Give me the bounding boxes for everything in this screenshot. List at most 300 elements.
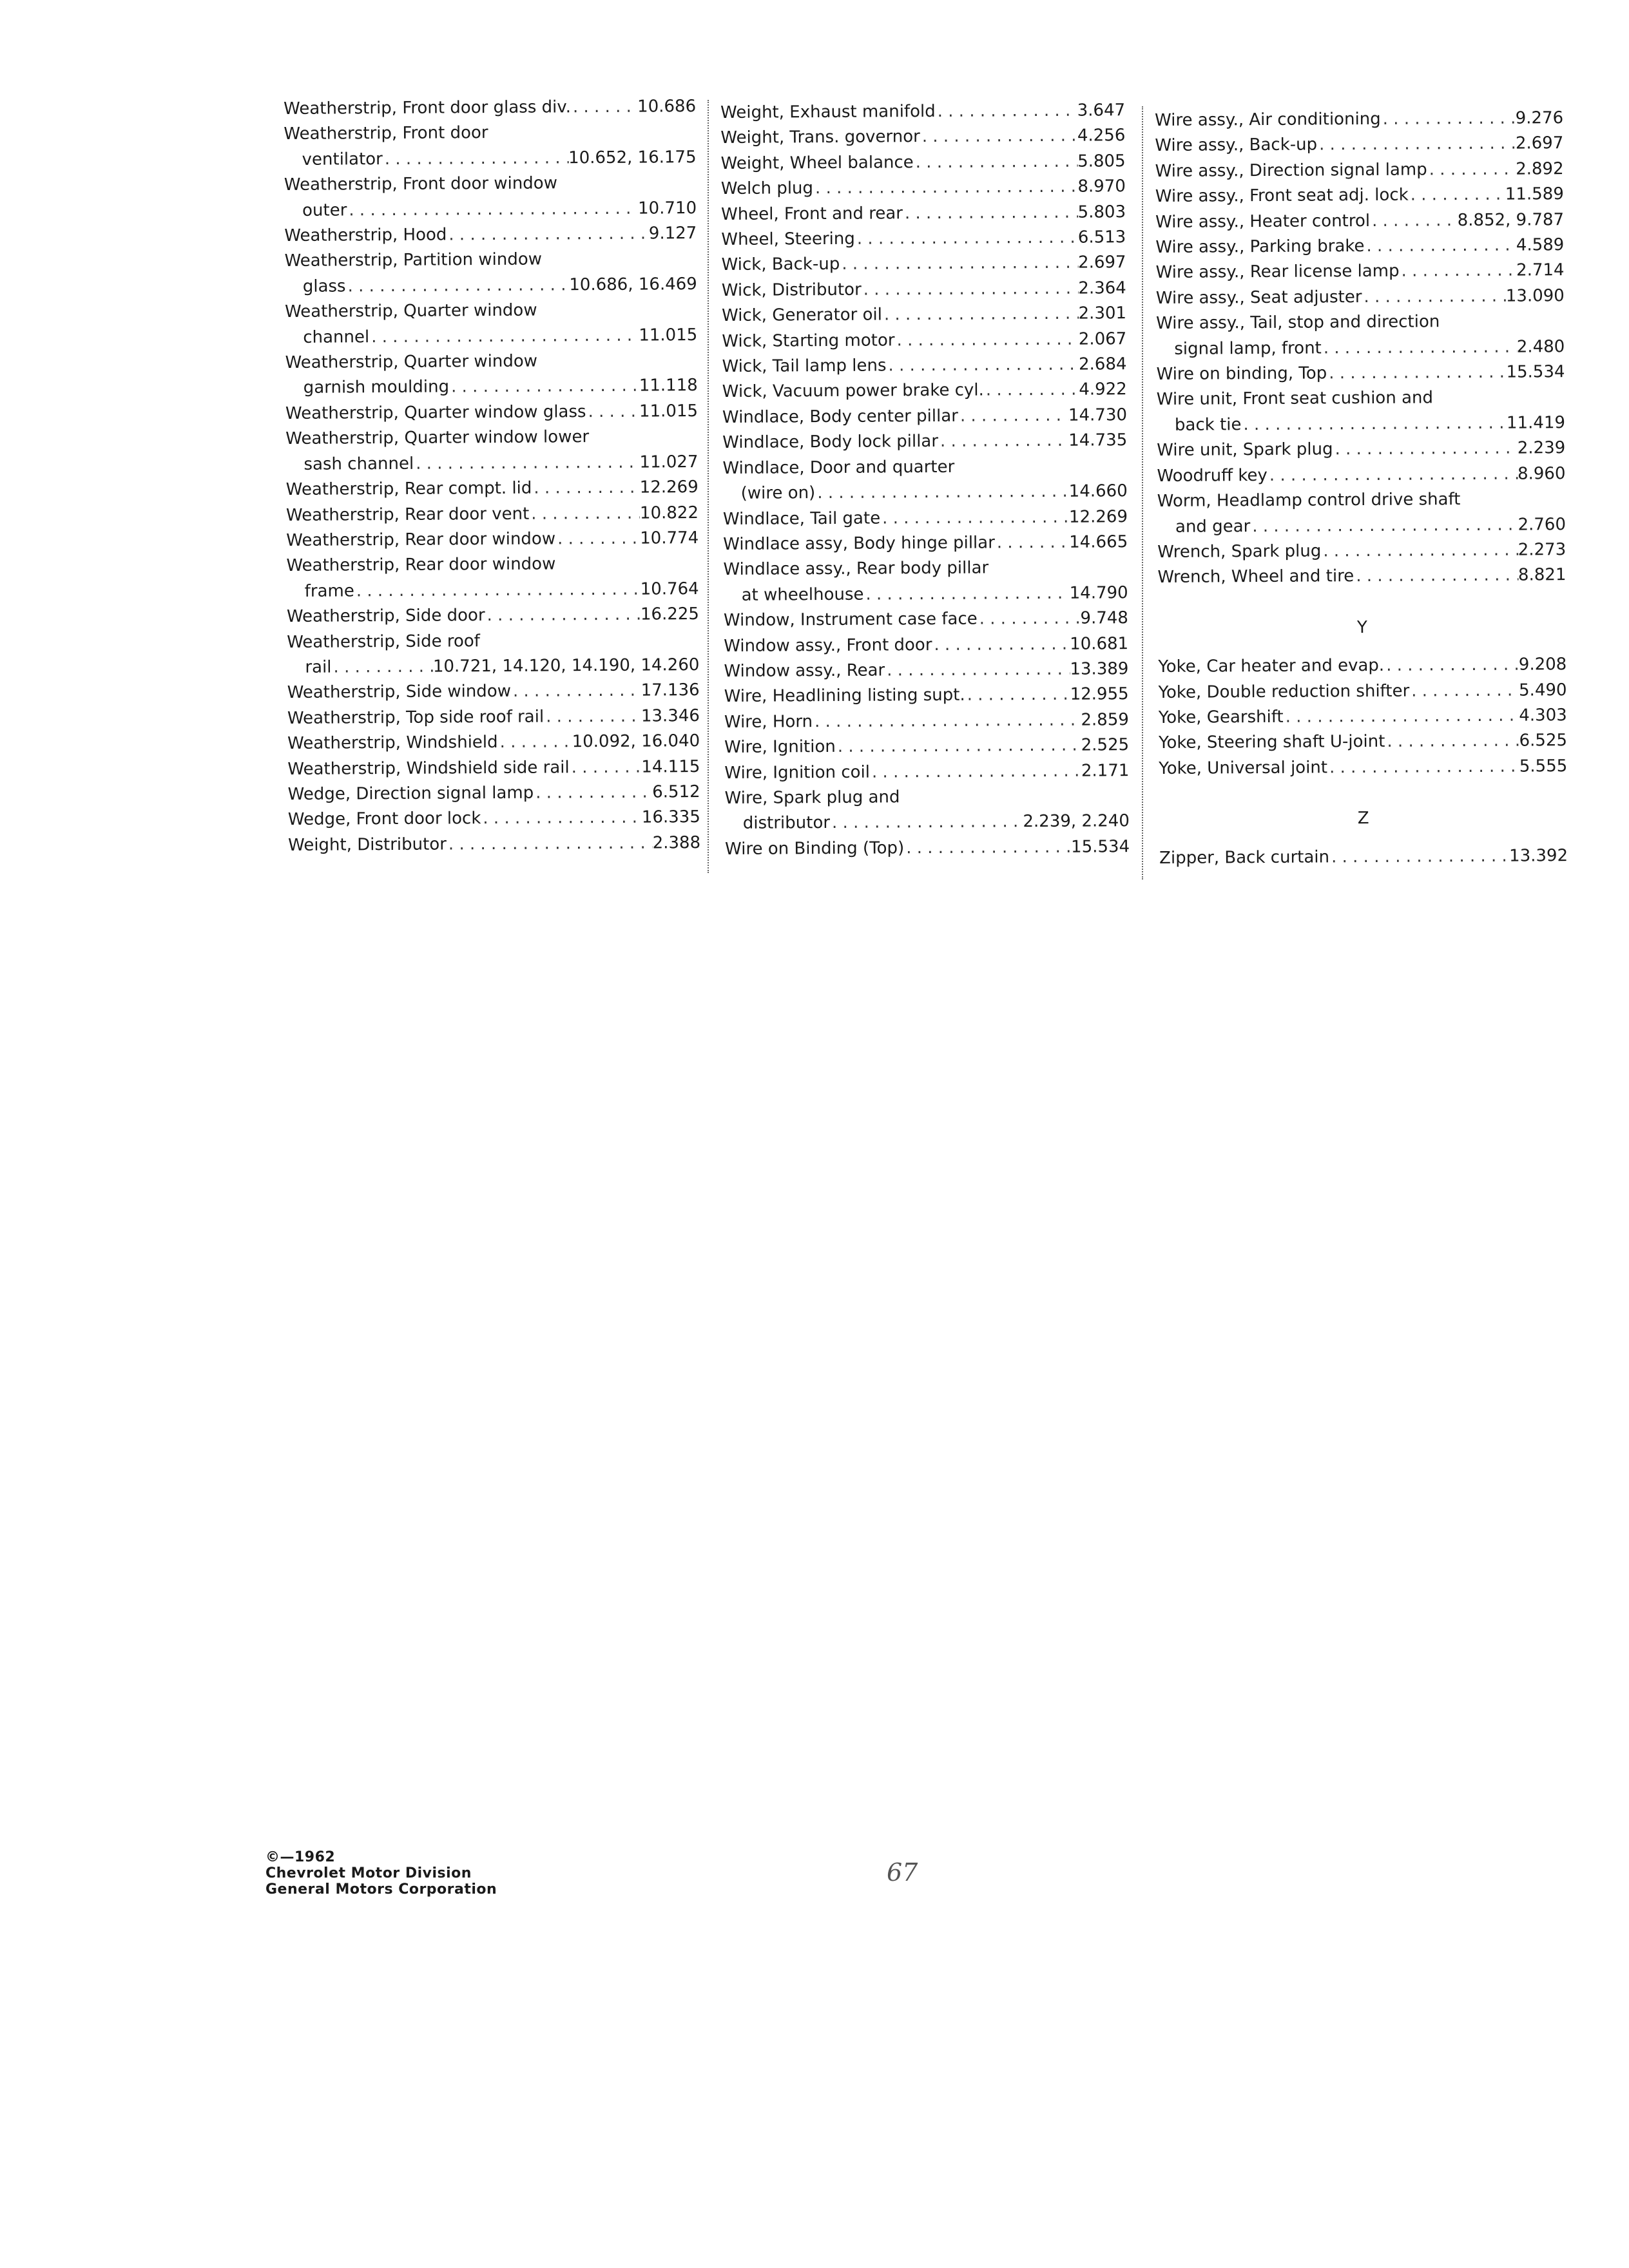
dot-leader bbox=[1329, 843, 1509, 870]
entry-label: Wire assy., Back-up bbox=[1155, 135, 1318, 156]
index-entry-line bbox=[287, 678, 700, 706]
index-entry bbox=[287, 628, 699, 681]
entry-label: Wire, Ignition coil bbox=[724, 762, 871, 783]
index-entry bbox=[1157, 537, 1566, 565]
index-entry-line bbox=[285, 348, 697, 376]
index-entry-line bbox=[287, 754, 700, 782]
entry-label: Wheel, Front and rear bbox=[720, 203, 903, 224]
entry-label: Worm, Headlamp control drive shaft bbox=[1157, 490, 1461, 512]
index-entry-line bbox=[1159, 728, 1567, 756]
corporation-line: General Motors Corporation bbox=[265, 1881, 497, 1898]
entry-page-reference: 10.822 bbox=[639, 503, 699, 523]
dot-leader bbox=[840, 251, 1078, 278]
dot-leader bbox=[1317, 131, 1516, 158]
entry-label: Yoke, Gearshift bbox=[1158, 707, 1284, 727]
entry-page-reference: 9.127 bbox=[648, 224, 697, 244]
index-entry-line bbox=[1158, 678, 1566, 706]
index-entry bbox=[285, 424, 698, 477]
index-entry-line bbox=[1159, 843, 1568, 871]
entry-label: Wedge, Direction signal lamp bbox=[287, 783, 534, 804]
index-entry-line bbox=[1156, 284, 1565, 311]
entry-label: Wick, Back-up bbox=[721, 255, 840, 275]
dot-leader bbox=[447, 831, 653, 857]
dot-leader bbox=[1327, 360, 1507, 387]
entry-label: Weatherstrip, Partition window bbox=[284, 249, 543, 271]
dot-leader bbox=[1362, 284, 1506, 311]
index-entry-line bbox=[724, 657, 1128, 684]
dot-leader bbox=[815, 479, 1069, 506]
index-column-3 bbox=[1155, 106, 1568, 871]
index-entry bbox=[724, 733, 1129, 760]
index-entry-line bbox=[1155, 182, 1564, 209]
entry-label: Wheel, Steering bbox=[721, 229, 855, 250]
index-entry bbox=[722, 378, 1127, 405]
dot-leader bbox=[813, 175, 1078, 202]
division-line: Chevrolet Motor Division bbox=[265, 1865, 472, 1881]
index-entry-line bbox=[721, 200, 1126, 227]
entry-page-reference: 6.512 bbox=[652, 782, 700, 802]
entry-label: ventilator bbox=[302, 149, 383, 169]
dot-leader bbox=[1354, 563, 1518, 590]
index-entry bbox=[1159, 728, 1567, 756]
index-entry-line bbox=[284, 247, 697, 274]
entry-label: Weight, Exhaust manifold bbox=[720, 101, 936, 122]
entry-page-reference: 10.710 bbox=[637, 198, 697, 218]
dot-leader bbox=[532, 476, 640, 501]
dot-leader bbox=[914, 149, 1078, 175]
dot-leader bbox=[1327, 754, 1519, 780]
entry-page-reference: 4.589 bbox=[1516, 235, 1565, 255]
entry-page-reference: 11.027 bbox=[639, 452, 699, 472]
index-entry-continuation bbox=[285, 374, 698, 401]
entry-page-reference: 4.922 bbox=[1079, 380, 1127, 400]
index-entry-line bbox=[722, 301, 1126, 329]
index-entry bbox=[286, 551, 699, 604]
index-entry-line bbox=[284, 119, 696, 147]
dot-leader bbox=[965, 682, 1070, 708]
entry-label: Weight, Distributor bbox=[288, 834, 447, 855]
index-entry bbox=[725, 834, 1130, 862]
entry-label: Wire unit, Front seat cushion and bbox=[1156, 388, 1434, 410]
entry-label: Weight, Wheel balance bbox=[720, 152, 914, 173]
index-entry-line bbox=[1157, 562, 1566, 590]
index-entry-line bbox=[1155, 106, 1563, 133]
dot-leader bbox=[1409, 678, 1519, 704]
dot-leader bbox=[347, 196, 638, 223]
entry-page-reference: 2.239, 2.240 bbox=[1023, 811, 1130, 832]
entry-label: Wire on Binding (Top) bbox=[725, 838, 905, 859]
index-entry-line bbox=[722, 454, 1127, 481]
entry-page-reference: 2.760 bbox=[1518, 514, 1566, 535]
index-entry bbox=[287, 704, 700, 731]
index-entry-line bbox=[724, 682, 1129, 709]
dot-leader bbox=[1427, 157, 1516, 182]
index-entry-line bbox=[285, 424, 698, 452]
entry-page-reference: 11.589 bbox=[1505, 184, 1564, 204]
dot-leader bbox=[995, 530, 1070, 556]
entry-label: garnish moulding bbox=[303, 377, 450, 398]
entry-page-reference: 16.225 bbox=[640, 604, 700, 624]
index-entry-continuation bbox=[284, 196, 697, 224]
index-entry bbox=[1157, 385, 1565, 439]
index-entry-continuation bbox=[287, 653, 699, 680]
index-entry-line bbox=[284, 94, 696, 122]
index-entry bbox=[1157, 436, 1565, 463]
entry-label: Weatherstrip, Rear door vent bbox=[285, 504, 530, 525]
index-entry bbox=[1155, 182, 1564, 209]
entry-page-reference: 2.859 bbox=[1081, 709, 1129, 730]
entry-page-reference: 13.346 bbox=[641, 706, 700, 726]
dot-leader bbox=[1284, 704, 1519, 731]
dot-leader bbox=[932, 631, 1070, 658]
index-entry-line bbox=[286, 475, 699, 503]
dot-leader bbox=[1250, 512, 1518, 539]
dot-leader bbox=[813, 707, 1081, 735]
index-entry bbox=[288, 831, 700, 858]
page-number: 67 bbox=[887, 1858, 918, 1887]
column-divider bbox=[1142, 106, 1143, 879]
entry-label: Weatherstrip, Front door glass div. bbox=[284, 97, 572, 119]
index-entry-line bbox=[287, 704, 700, 731]
index-entry-continuation bbox=[285, 323, 697, 351]
index-entry bbox=[284, 119, 696, 173]
entry-label: Window, Instrument case face bbox=[723, 609, 978, 631]
entry-label: Wick, Starting motor bbox=[722, 331, 895, 351]
index-entry bbox=[722, 403, 1127, 430]
index-entry bbox=[1155, 106, 1563, 133]
entry-label: Weatherstrip, Front door bbox=[284, 123, 488, 144]
entry-page-reference: 14.660 bbox=[1068, 481, 1128, 501]
index-entry-line bbox=[1156, 360, 1565, 387]
index-entry bbox=[724, 631, 1128, 659]
entry-page-reference: 2.171 bbox=[1081, 760, 1130, 781]
index-entry-line bbox=[1156, 309, 1565, 336]
entry-page-reference: 2.525 bbox=[1081, 735, 1130, 755]
index-entry-line bbox=[284, 221, 697, 249]
index-entry-line bbox=[720, 149, 1125, 177]
dot-leader bbox=[449, 374, 639, 400]
index-entry bbox=[287, 729, 700, 756]
index-entry bbox=[1156, 360, 1565, 387]
index-entry-line bbox=[1159, 703, 1567, 731]
entry-page-reference: 13.090 bbox=[1505, 285, 1565, 306]
index-entry bbox=[720, 98, 1125, 126]
index-entry-line bbox=[287, 729, 700, 756]
index-entry bbox=[722, 301, 1126, 329]
dot-leader bbox=[870, 758, 1081, 785]
entry-label: Weight, Trans. governor bbox=[720, 127, 920, 148]
index-entry bbox=[285, 348, 697, 401]
section-letter-heading: Z bbox=[1357, 809, 1369, 829]
entry-page-reference: 5.805 bbox=[1077, 151, 1126, 171]
entry-label: Weatherstrip, Quarter window glass bbox=[285, 402, 586, 423]
entry-label: Weatherstrip, Rear door window bbox=[286, 529, 556, 550]
entry-page-reference: 17.136 bbox=[641, 680, 700, 700]
dot-leader bbox=[1385, 729, 1519, 755]
entry-page-reference: 13.389 bbox=[1070, 659, 1129, 679]
index-entry bbox=[1157, 562, 1566, 590]
index-entry-line bbox=[288, 831, 700, 858]
index-entry bbox=[723, 505, 1128, 532]
entry-label: and gear bbox=[1175, 516, 1251, 537]
dot-leader bbox=[863, 581, 1069, 607]
entry-label: Windlace assy, Body hinge pillar bbox=[723, 533, 995, 554]
entry-label: Wire on binding, Top bbox=[1156, 363, 1327, 385]
index-entry bbox=[288, 805, 700, 832]
index-entry bbox=[287, 602, 699, 629]
index-entry-line bbox=[724, 707, 1129, 735]
dot-leader bbox=[570, 754, 642, 780]
entry-label: Wire assy., Parking brake bbox=[1155, 236, 1365, 258]
index-entry-line bbox=[724, 783, 1129, 811]
index-entry bbox=[284, 170, 697, 224]
index-entry bbox=[1159, 703, 1567, 731]
entry-label: Welch plug bbox=[720, 178, 814, 199]
index-entry-line bbox=[723, 505, 1128, 532]
entry-label: Windlace, Body lock pillar bbox=[722, 432, 939, 453]
entry-label: Window assy., Front door bbox=[724, 635, 932, 656]
dot-leader bbox=[447, 222, 649, 248]
entry-label: Weatherstrip, Windshield bbox=[287, 733, 498, 754]
index-entry bbox=[1155, 258, 1564, 286]
index-entry bbox=[1159, 843, 1568, 871]
entry-label: Weatherstrip, Front door window bbox=[284, 173, 558, 195]
index-entry bbox=[284, 221, 697, 249]
index-entry bbox=[1157, 461, 1565, 489]
index-entry-line bbox=[722, 403, 1127, 430]
index-entry bbox=[1155, 131, 1563, 159]
entry-page-reference: 11.419 bbox=[1506, 412, 1566, 433]
entry-label: Weatherstrip, Rear compt. lid bbox=[285, 478, 532, 500]
entry-label: Wedge, Front door lock bbox=[287, 809, 481, 830]
entry-label: Windlace assy., Rear body pillar bbox=[723, 558, 989, 580]
index-entry-line bbox=[1155, 207, 1564, 235]
entry-label: at wheelhouse bbox=[741, 584, 864, 605]
dot-leader bbox=[1241, 411, 1507, 438]
entry-label: glass bbox=[302, 276, 346, 296]
index-entry bbox=[285, 399, 698, 427]
entry-page-reference: 6.525 bbox=[1519, 731, 1568, 751]
index-entry bbox=[722, 454, 1127, 507]
index-entry-line bbox=[1155, 131, 1563, 159]
index-entry bbox=[284, 247, 697, 300]
index-entry-line bbox=[287, 602, 699, 629]
index-column-2 bbox=[720, 98, 1130, 862]
dot-leader bbox=[571, 95, 637, 120]
entry-label: Wrench, Wheel and tire bbox=[1157, 566, 1354, 588]
index-entry-line bbox=[285, 399, 698, 427]
entry-label: sash channel bbox=[304, 454, 414, 474]
entry-page-reference: 2.714 bbox=[1516, 260, 1565, 281]
entry-label: Wire, Horn bbox=[724, 711, 813, 732]
index-entry bbox=[285, 297, 697, 351]
entry-page-reference: 11.118 bbox=[639, 376, 698, 396]
entry-label: Weatherstrip, Hood bbox=[284, 225, 447, 246]
index-entry-line bbox=[725, 834, 1130, 862]
entry-label: frame bbox=[304, 581, 354, 601]
dot-leader bbox=[862, 276, 1079, 302]
entry-page-reference: 12.269 bbox=[639, 477, 699, 497]
entry-label: distributor bbox=[742, 813, 831, 834]
index-entry-line bbox=[724, 733, 1129, 760]
dot-leader bbox=[485, 602, 641, 629]
index-entry bbox=[723, 530, 1128, 557]
entry-page-reference: 5.803 bbox=[1077, 202, 1126, 222]
index-entry-line bbox=[1155, 233, 1564, 260]
index-entry bbox=[286, 501, 699, 528]
index-entry bbox=[1158, 652, 1566, 680]
index-column-1 bbox=[284, 94, 700, 858]
dot-leader bbox=[886, 352, 1079, 379]
entry-page-reference: 14.730 bbox=[1068, 405, 1128, 425]
entry-label: Wire assy., Front seat adj. lock bbox=[1155, 185, 1409, 207]
dot-leader bbox=[1322, 334, 1517, 361]
index-entry-line bbox=[286, 501, 699, 528]
entry-label: Wire assy., Direction signal lamp bbox=[1155, 160, 1427, 181]
index-entry-line bbox=[724, 631, 1128, 659]
index-entry bbox=[1157, 486, 1566, 540]
entry-label: Wire assy., Rear license lamp bbox=[1155, 262, 1400, 283]
dot-leader bbox=[936, 99, 1077, 125]
index-entry-line bbox=[722, 327, 1126, 354]
index-entry bbox=[287, 780, 700, 807]
entry-label: Weatherstrip, Top side roof rail bbox=[287, 707, 545, 728]
index-entry bbox=[721, 251, 1126, 278]
index-entry-line bbox=[1155, 258, 1564, 286]
entry-label: Weatherstrip, Side window bbox=[287, 682, 512, 703]
entry-label: Weatherstrip, Quarter window bbox=[285, 351, 538, 373]
entry-page-reference: 2.697 bbox=[1515, 133, 1564, 153]
dot-leader bbox=[984, 378, 1079, 403]
dot-leader bbox=[544, 704, 641, 729]
index-entry-line bbox=[1157, 436, 1565, 463]
index-entry bbox=[720, 124, 1125, 151]
index-entry-continuation bbox=[287, 577, 699, 604]
index-entry-line bbox=[724, 758, 1129, 786]
copyright-line: ©—1962 bbox=[265, 1849, 336, 1865]
entry-page-reference: 10.686 bbox=[637, 97, 697, 117]
entry-page-reference: 14.735 bbox=[1068, 430, 1128, 450]
entry-page-reference: 2.480 bbox=[1516, 336, 1565, 357]
entry-label: Wire, Spark plug and bbox=[724, 787, 900, 808]
dot-leader bbox=[331, 655, 433, 680]
index-entry-line bbox=[286, 551, 699, 579]
index-entry bbox=[1156, 309, 1565, 362]
entry-page-reference: 2.067 bbox=[1078, 329, 1127, 349]
index-entry bbox=[287, 678, 700, 706]
entry-label: Wrench, Spark plug bbox=[1157, 541, 1322, 562]
index-entry bbox=[723, 555, 1128, 608]
entry-page-reference: 2.364 bbox=[1078, 278, 1126, 298]
index-entry bbox=[721, 225, 1126, 253]
index-entry bbox=[724, 682, 1129, 709]
index-entry bbox=[724, 707, 1129, 735]
entry-page-reference: 5.555 bbox=[1519, 756, 1568, 776]
entry-label: rail bbox=[305, 657, 332, 677]
index-entry bbox=[722, 276, 1126, 303]
entry-label: Weatherstrip, Side door bbox=[286, 606, 485, 627]
dot-leader bbox=[529, 501, 640, 526]
entry-page-reference: 15.534 bbox=[1506, 362, 1565, 382]
entry-label: Wick, Vacuum power brake cyl. bbox=[722, 380, 984, 402]
entry-label: Wick, Tail lamp lens bbox=[722, 356, 887, 377]
entry-label: Weatherstrip, Side roof bbox=[287, 631, 481, 652]
entry-page-reference: 15.534 bbox=[1071, 836, 1130, 857]
entry-label: Wire, Headlining listing supt. bbox=[724, 686, 965, 707]
index-entry bbox=[1159, 754, 1567, 782]
entry-page-reference: 12.269 bbox=[1068, 506, 1128, 527]
index-entry-line bbox=[1157, 537, 1566, 565]
section-letter-heading: Y bbox=[1356, 617, 1367, 637]
entry-page-reference: 2.239 bbox=[1517, 438, 1566, 458]
entry-label: Wire assy., Air conditioning bbox=[1155, 109, 1381, 130]
entry-page-reference: 8.821 bbox=[1518, 565, 1566, 585]
entry-label: Yoke, Universal joint bbox=[1159, 758, 1328, 778]
index-entry bbox=[1158, 678, 1566, 706]
entry-page-reference: 14.790 bbox=[1069, 582, 1128, 603]
dot-leader bbox=[1399, 258, 1516, 285]
index-entry bbox=[1155, 233, 1564, 260]
entry-page-reference: 14.665 bbox=[1069, 532, 1128, 552]
entry-page-reference: 13.392 bbox=[1509, 845, 1568, 866]
dot-leader bbox=[586, 399, 639, 425]
entry-label: Wire assy., Tail, stop and direction bbox=[1155, 312, 1440, 334]
index-entry-line bbox=[285, 297, 697, 325]
index-entry-line bbox=[720, 98, 1125, 126]
entry-label: Zipper, Back curtain bbox=[1159, 847, 1330, 868]
dot-leader bbox=[497, 729, 572, 755]
entry-page-reference: 12.955 bbox=[1070, 684, 1129, 705]
index-entry bbox=[286, 526, 699, 553]
index-entry-line bbox=[722, 428, 1127, 456]
index-entry-line bbox=[1158, 652, 1566, 680]
entry-page-reference: 11.015 bbox=[639, 401, 699, 421]
index-entry bbox=[722, 327, 1126, 354]
dot-leader bbox=[903, 200, 1078, 226]
entry-label: Wire assy., Seat adjuster bbox=[1155, 287, 1362, 308]
entry-label: Weatherstrip, Rear door window bbox=[286, 554, 556, 576]
dot-leader bbox=[1381, 106, 1516, 133]
entry-page-reference: 9.276 bbox=[1515, 108, 1564, 128]
dot-leader bbox=[1370, 208, 1458, 234]
entry-label: Wick, Generator oil bbox=[721, 305, 883, 326]
entry-label: (wire on) bbox=[740, 483, 816, 503]
index-entry-continuation bbox=[285, 450, 698, 477]
index-entry-line bbox=[722, 352, 1126, 380]
entry-page-reference: 10.686, 16.469 bbox=[569, 274, 697, 295]
index-entry bbox=[724, 606, 1128, 633]
index-entry-line bbox=[721, 251, 1126, 278]
entry-page-reference: 10.652, 16.175 bbox=[568, 147, 697, 168]
dot-leader bbox=[978, 606, 1081, 632]
index-entry-line bbox=[287, 628, 699, 655]
dot-leader bbox=[904, 834, 1071, 861]
index-entry-continuation bbox=[285, 272, 697, 300]
entry-page-reference: 10.721, 14.120, 14.190, 14.260 bbox=[432, 655, 700, 677]
index-entry-line bbox=[1157, 385, 1565, 413]
index-entry bbox=[1155, 207, 1564, 235]
dot-leader bbox=[836, 733, 1081, 760]
entry-label: Wire, Ignition bbox=[724, 737, 836, 758]
entry-label: Yoke, Car heater and evap. bbox=[1158, 655, 1385, 677]
dot-leader bbox=[1384, 653, 1519, 679]
entry-page-reference: 9.208 bbox=[1518, 655, 1567, 675]
dot-leader bbox=[383, 146, 569, 172]
entry-page-reference: 10.092, 16.040 bbox=[572, 731, 700, 752]
dot-leader bbox=[855, 226, 1078, 253]
entry-page-reference: 8.970 bbox=[1077, 177, 1126, 197]
entry-page-reference: 2.273 bbox=[1518, 540, 1566, 560]
